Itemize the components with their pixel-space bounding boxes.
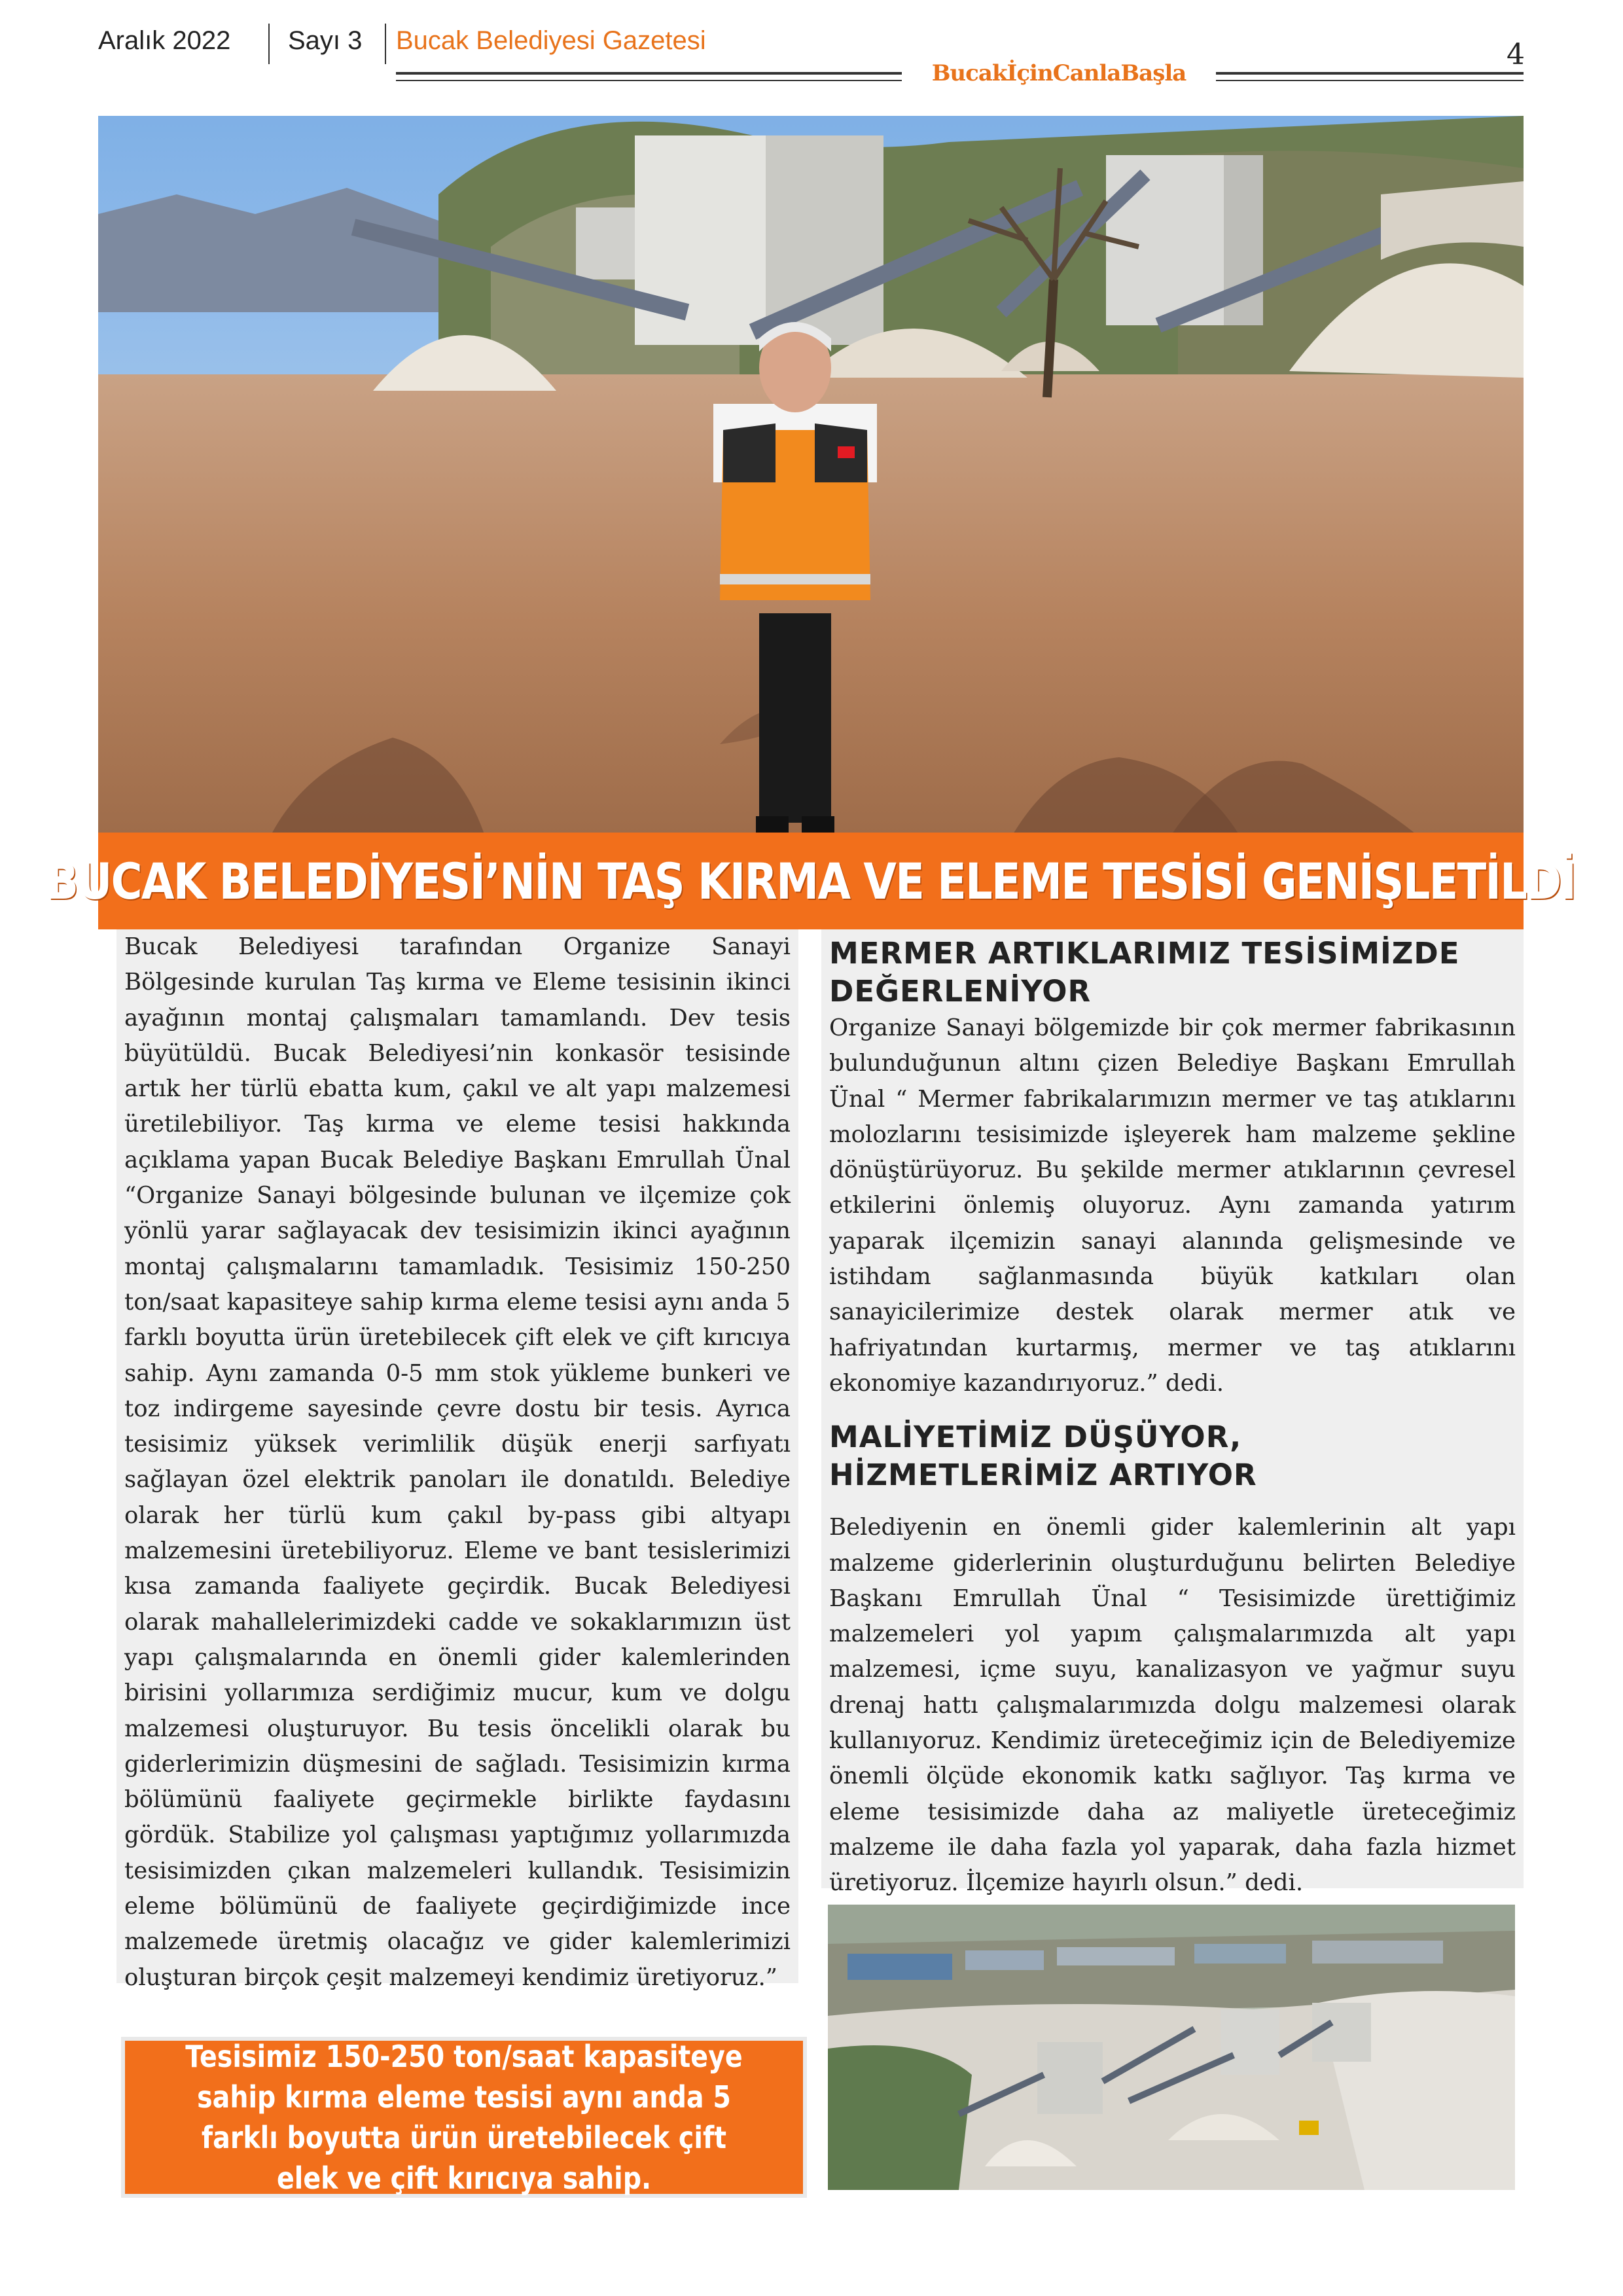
main-photo <box>98 116 1524 855</box>
headline-banner <box>46 833 1576 929</box>
issue-number: Sayı 3 <box>288 26 363 55</box>
aerial-plant-image <box>828 1905 1515 2190</box>
section-heading-costs: MALİYETİMİZ DÜŞÜYOR, HİZMETLERİMİZ ARTIYOR <box>829 1420 1257 1493</box>
section-heading-marble: MERMER ARTIKLARIMIZ TESİSİMİZDE DEĞERLENİYOR <box>829 936 1460 1009</box>
newspaper-name: Bucak Belediyesi Gazetesi <box>396 26 706 55</box>
aerial-photo <box>828 1905 1515 2190</box>
section-body-marble: Organize Sanayi bölgemizde bir çok mermer fabrikasının bulunduğunun altını çizen Belediye Başkanı Emrullah Ünal “ Mermer fabrikalarımızın mermer ve taş atıklarını molozlarını tesisimizde işleyerek ham malzeme şekline dönüştürüyoruz. Bu şekilde mermer atıklarının çevresel etkilerini önlemiş oluyoruz. Aynı zamanda yatırım yaparak ilçemizin sanayi alanında gelişmesinde ve istihdam sağlanmasında büyük katkıları olan sanayicilerimize destek olarak mermer atık ve hafriyatından kurtarmış, mermer ve taş atıklarını ekonomiye kazandırıyoruz.” dedi. <box>829 1014 1516 1397</box>
pull-quote: Tesisimiz 150-250 ton/saat kapasiteye sahip kırma eleme tesisi aynı anda 5 farklı boyutta ürün üretebilecek çift elek ve çift kırıcıya sahip. <box>185 2039 743 2196</box>
pull-quote-box <box>121 2037 807 2198</box>
slogan: BucakİçinCanlaBaşla <box>902 60 1216 86</box>
page-number: 4 <box>1507 38 1525 71</box>
header-divider <box>268 24 270 64</box>
headline: BUCAK BELEDİYESİ’NİN TAŞ KIRMA VE ELEME TESİSİ GENİŞLETİLDİ <box>46 852 1576 910</box>
section-body-costs: Belediyenin en önemli gider kalemlerinin alt yapı malzeme giderlerinin oluşturduğunu belirten Belediye Başkanı Emrullah Ünal “ Tesisimizde ürettiğimiz malzemeleri yol yapım çalışmalarımızda alt yapı malzemesi, içme suyu, kanalizasyon ve yağmur suyu drenaj hattı çalışmalarımızda dolgu malzemesi olarak kullanıyoruz. Kendimiz üreteceğimiz için de Belediyemize önemli ölçüde ekonomik katkı sağlıyor. Taş kırma ve eleme tesisimizde daha az maliyetle üreteceğimiz malzeme ile daha fazla yol yaparak, daha fazla hizmet üretiyoruz. İlçemize hayırlı olsun.” dedi. <box>829 1514 1516 1897</box>
mayor-at-crushing-plant-image <box>98 116 1524 855</box>
right-column <box>821 929 1524 1897</box>
issue-date: Aralık 2022 <box>98 26 231 55</box>
left-column <box>116 929 798 1991</box>
left-article-body: Bucak Belediyesi tarafından Organize Sanayi Bölgesinde kurulan Taş kırma ve Eleme tesisinin ikinci ayağının montaj çalışmaları tamamlandı. Dev tesis büyütüldü. Bucak Belediyesi’nin konkasör tesisinde artık her türlü ebatta kum, çakıl ve alt yapı malzemesi üretilebiliyor. Taş kırma ve eleme tesisi hakkında açıklama yapan Bucak Belediye Başkanı Emrullah Ünal “Organize Sanayi bölgesinde bulunan ve ilçemize çok yönlü yarar sağlayacak dev tesisimizin ikinci ayağının montaj çalışmalarını tamamladık. Tesisimiz 150-250 ton/saat kapasiteye sahip kırma eleme tesisi aynı anda 5 farklı boyutta ürün üretebilecek çift elek ve çift kırıcıya sahip. Aynı zamanda 0-5 mm stok yükleme bunkeri ve toz indirgeme sayesinde çevre dostu bir tesis. Ayrıca tesisimiz yüksek verimlilik düşük enerji sarfıyatı sağlayan özel elektrik panoları ile donatıldı. Belediye olarak her türlü kum çakıl by-pass gibi altyapı malzemesini üretebiliyoruz. Eleme ve bant tesislerimizi kısa zamanda faaliyete geçirdik. Bucak Belediyesi olarak mahallelerimizdeki cadde ve sokaklarımızın üst yapı çalışmalarında en önemli gider kalemlerinden birisini yollarımıza serdiğimiz mucur, kum ve dolgu malzemesi oluşturuyor. Bu tesis öncelikli olarak bu giderlerimizin düşmesini de sağladı. Tesisimizin kırma bölümünü faaliyete geçirmekle birlikte faydasını gördük. Stabilize yol çalışması yaptığımız yollarımızda tesisimizden çıkan malzemeleri kullandık. Tesisimizin eleme bölümünü de faaliyete geçirdiğimizde ince malzemede üretmiş olacağız ve gider kalemlerimizi oluşturan birçok çeşit malzemeyi kendimiz üretiyoruz.” <box>124 933 791 1991</box>
header-divider <box>385 24 386 64</box>
